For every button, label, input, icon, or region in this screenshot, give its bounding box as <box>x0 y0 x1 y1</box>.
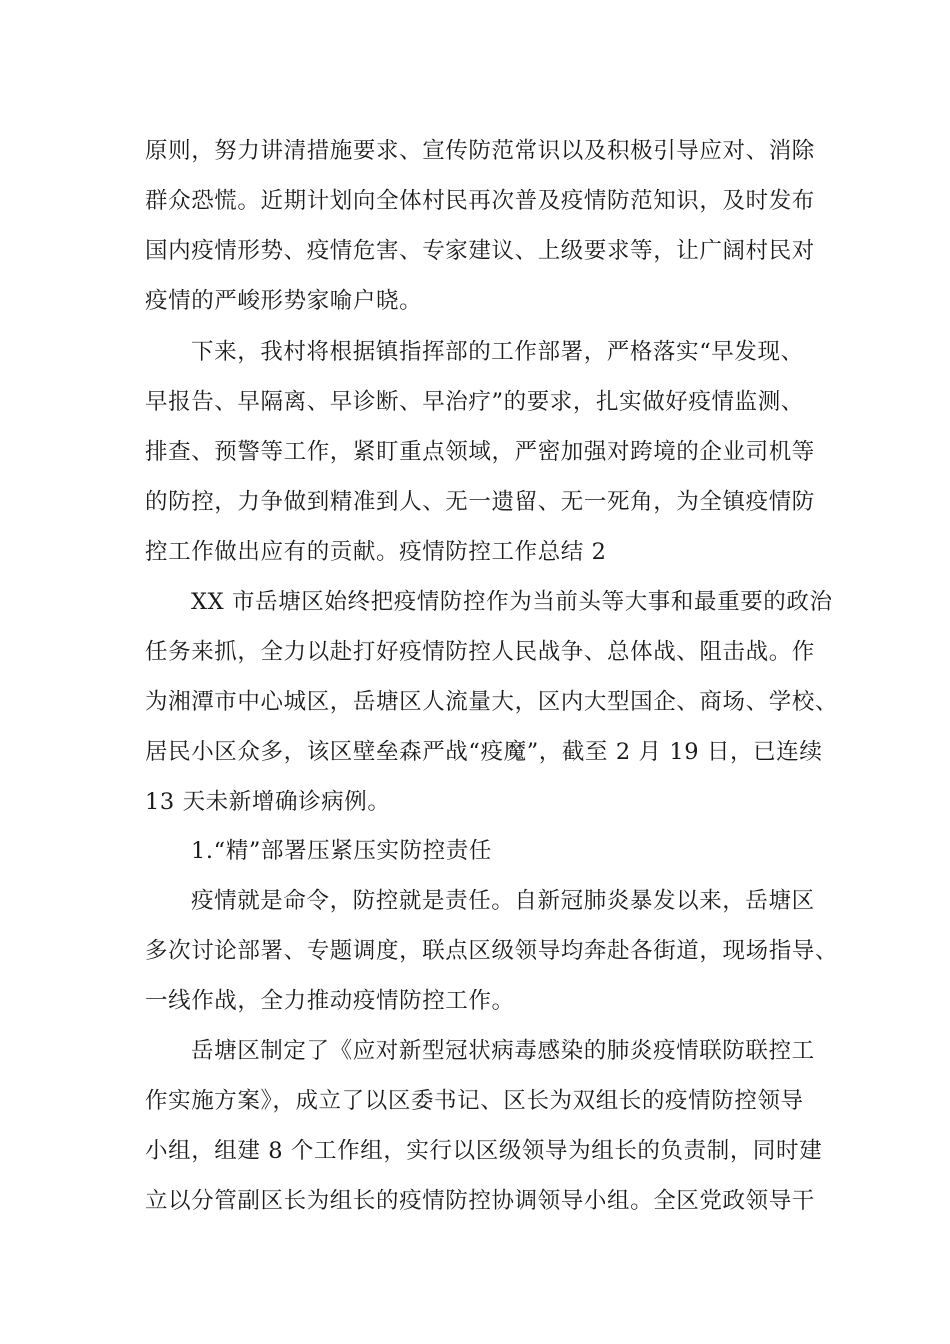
text-line: 13 天未新增确诊病例。 <box>145 789 391 815</box>
text-line: 的防控，力争做到精准到人、无一遗留、无一死角，为全镇疫情防 <box>145 489 815 515</box>
text-line: 一线作战，全力推动疫情防控工作。 <box>145 988 515 1014</box>
text-line: 立以分管副区长为组长的疫情防控协调领导小组。全区党政领导干 <box>145 1188 815 1214</box>
text-line: 多次讨论部署、专题调度，联点区级领导均奔赴各街道，现场指导、 <box>145 938 839 964</box>
text-line: 居民小区众多，该区壁垒森严战“疫魔”，截至 2 月 19 日，已连续 <box>145 739 823 765</box>
text-line: 早报告、早隔离、早诊断、早治疗”的要求，扎实做好疫情监测、 <box>145 389 804 415</box>
text-line: 疫情就是命令，防控就是责任。自新冠肺炎暴发以来，岳塘区 <box>191 888 815 914</box>
paragraph-2 <box>145 327 835 577</box>
paragraph-3 <box>145 577 839 827</box>
text-line: 原则，努力讲清措施要求、宣传防范常识以及积极引导应对、消除 <box>145 138 815 164</box>
paragraph-1 <box>145 126 835 326</box>
text-line: 小组，组建 8 个工作组，实行以区级领导为组长的负责制，同时建 <box>145 1138 823 1164</box>
paragraph-4 <box>145 876 839 1026</box>
text-line: 岳塘区制定了《应对新型冠状病毒感染的肺炎疫情联防联控工 <box>191 1038 815 1064</box>
paragraph-5 <box>145 1026 835 1226</box>
text-line: 任务来抓，全力以赴打好疫情防控人民战争、总体战、阻击战。作 <box>145 639 815 665</box>
text-line: 群众恐慌。近期计划向全体村民再次普及疫情防范知识，及时发布 <box>145 188 815 214</box>
text-line: 国内疫情形势、疫情危害、专家建议、上级要求等，让广阔村民对 <box>145 238 815 264</box>
text-line: 下来，我村将根据镇指挥部的工作部署，严格落实“早发现、 <box>191 339 804 365</box>
text-line: 作实施方案》，成立了以区委书记、区长为双组长的疫情防控领导 <box>145 1088 804 1114</box>
text-line: 1.“精”部署压紧压实防控责任 <box>191 838 492 864</box>
section-heading <box>145 826 835 876</box>
text-line: 控工作做出应有的贡献。疫情防控工作总结 2 <box>145 539 607 565</box>
text-line: 为湘潭市中心城区，岳塘区人流量大，区内大型国企、商场、学校、 <box>145 689 839 715</box>
text-line: 排查、预警等工作，紧盯重点领域，严密加强对跨境的企业司机等 <box>145 439 815 465</box>
text-line: XX 市岳塘区始终把疫情防控作为当前头等大事和最重要的政治 <box>191 589 833 615</box>
text-line: 疫情的严峻形势家喻户晓。 <box>145 288 423 314</box>
